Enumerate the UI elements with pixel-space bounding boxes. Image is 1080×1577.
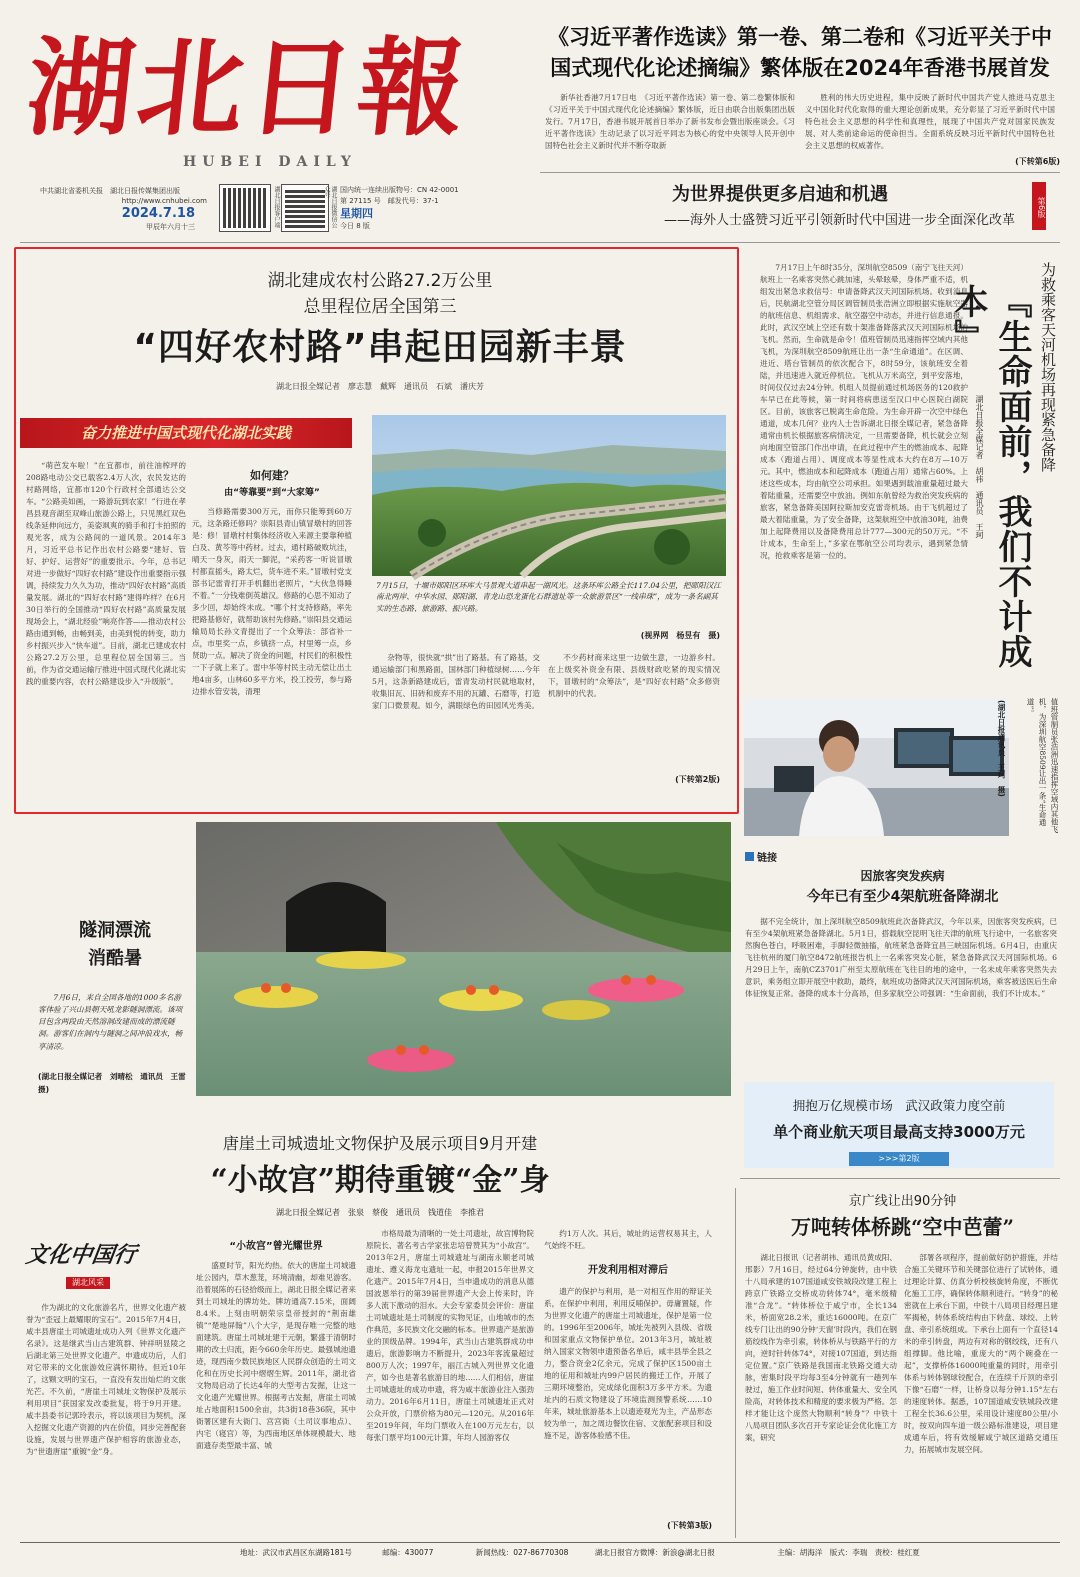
highway-photo-image [372, 415, 726, 576]
lead-body-col1: “萌芭发车啦！”在宜都市，前往油榨坪的208路电动公交已载客2.4万人次，农民发达的村路网络，宜都市120个行政村全部通达公交车。“公路美如画，一路游玩到农家！”行进在孝昌县观音湖至双峰山旅游公路上，只见黑红双色线条延伸向远方，美姿飒爽的骑手和打卡拍照的观光客，成为公路间的一道风景。2014年3月，习近平总书记作出农村公路要“建好、管好、护好、运营好”的重要批示。今年，总书记对进一步做好“四好农村路”建设作出重要指示强调，持续发力久久为功，推动“四好农村路”高质量发展。湖北的“四好农村路”建得咋样？在6月30日举行的全国推动“四好农村路”高质量发展现场会上，“湖北经验”响亮作答——推动农村公路由通到畅，由畅到美，由美到悦的转变，助力乡村振兴步入“快车道”。目前，湖北已建成农村公路27.2万公里，总里程位居全国第三。当前，作为省交通运输厅推进中国式现代化湖北实践的重要内容，农村公路建设步入“升级版”。 [26, 461, 186, 686]
tunnel-photo[interactable] [196, 822, 731, 1096]
tunnel-caption: 7月6日，来自全国各地的1000多名游客体验了兴山县朝天吼龙影隧洞漂流。该项目包含两段由天然溶洞改建而成的漂流隧洞。游客们在洞内与隧洞之间冲浪戏水，畅享清凉。 [38, 993, 183, 1051]
footer [240, 1546, 1040, 1560]
lead-col2-subhead: 由“等靠要”到“大家筹” [224, 488, 320, 498]
tunnel-photo-image [196, 822, 731, 1096]
link-title-1[interactable]: 因旅客突发疾病 [860, 869, 945, 883]
highway-photo-caption: 7月15日，十堰市郧阳区环库大马景观大道串起一湖风光。这条环库公路全长117.04公里，把郧阳汉江南北两岸、中华水园、郧阳湖、青龙山恐龙蛋化石群遗址等一众旅游景区“一线串珠”，成为一条名副其实的生态路、旅游路、振兴路。 [376, 581, 721, 613]
promo-link[interactable]: >>>第2版 [849, 1152, 949, 1166]
palace-headline[interactable]: “小故宫”期待重镀“金”身 [210, 1163, 550, 1198]
lead-body-col2: 当修路需要300万元，而你只能筹到60万元，这条路还修吗？崇阳县青山镇冒墩村的回答是：修！冒墩村村集体经济收入来源主要靠种植白及、黄芩等中药材。过去，通村路破败坑洼，晴天一身灰，雨天一脚泥，“采药客一听说冒墩村都直摇头，路太烂，货车进不来。”冒墩村党支部书记雷青打开手机翻出老照片，“大伙急得睡不着。”一分钱难倒英雄汉。修路的心思不知动了多少回，却始终未成。“哪个村支持修路，率先把路基修好，就帮助该村先修路。”崇阳县交通运输局局长孙文青提出了一个众筹法：部省补一点，市里奖一点，乡镇挤一点，村里筹一点，乡贤助一点。解决了资金的问题，村民们的积极性一下子就上来了。雷中华等村民主动无偿让出土地4亩多，山林60多平方米，投工投劳，参与路边排水管安装，清理 [192, 507, 352, 696]
promo-line-1: 拥抱万亿规模市场 武汉政策力度空前 [792, 1098, 1006, 1113]
palace-body-col2: 盛夏时节，阳光灼热。依大的唐崖土司城遗址公园内，草木葱茏，环境清幽，却难见游客。沿着展陈的石径拾级而上，湖北日报全媒记者来到土司城址的牌坊处。牌坊通高7.15米，面阔8.4米。上刻由明朝荣宗皇帝授封的“荆南雄镇”“楚地屏翰”八个大字，是现存唯一完整的地面建筑。唐崖土司城址建于元朝，繁盛于清朝时期的改土归流，距今660余年历史。最强城池遗迹，现西南少数民族地区人民群众创造的土司文化和在历史长河中熠熠生辉。2011年，湖北省文物局启动了长达4年的大型考古发掘，让这一文化遗产光耀世界。根据考古发掘，唐崖土司城址占地面积1500余亩，共3街18巷36院，其中衙署区建有大衙门、宫宫衙（土司议事地点）、内宅（寝宫）等，为西南地区单体规模最大、地面遗存类型最丰富、城 [196, 1261, 356, 1450]
sub-story-page-tag[interactable]: 第6版 [1032, 182, 1046, 230]
top-story-continue[interactable]: (下转第6版) [1015, 157, 1060, 166]
palace-body-col4-top: 约1万人次。其后，城址的运营权易其主，人气始终不旺。 [544, 1229, 712, 1250]
train-body-col1: 湖北日报讯（记者胡祎、通讯员黄成阳、邢影）7月16日，经过64分钟旋转，由中铁十八局承建的107国道咸安铁城段改建工程上跨京广铁路立交桥成功转体74°，毫米级精准“合龙”。“转体桥位于咸宁市，全长134米，桥面宽28.2米，重达16000吨。在京广线专门让出的90分钟‘天窗’时段内，我们在钢筋绞线作为牵引索，转体桥从与铁路平行的方向，逆时针转体74°，对接107国道，到达指定位置。”京广铁路是我国南北铁路交通大动脉，密集时段平均每3至4分钟就有一趟列车驶过，施工作业时间短、转体重量大、安全风险高，对转体技术和精度的要求极为严格。怎样才能让这个庞然大物顺利“转身”？中铁十八局项目团队多次召开专家论证会优化施工方案，研究 [745, 1253, 897, 1442]
controller-photo-credit: (湖北日报通讯员 王珂 摄) [997, 700, 1006, 797]
palace-byline: 湖北日报全媒记者 张泉 蔡俊 通讯员 钱道佳 李推君 [276, 1208, 484, 1217]
controller-photo-image [744, 698, 1009, 836]
top-story-headline[interactable]: 《习近平著作选读》第一卷、第二卷和《习近平关于中国式现代化论述摘编》繁体版在2024年香港书展首发 [548, 25, 1052, 80]
promo-line-2: 单个商业航天项目最高支持3000万元 [773, 1123, 1025, 1141]
highway-photo-credit: (视界网 杨昱有 摄) [640, 631, 720, 640]
masthead-title: 湖北日報 [21, 25, 475, 150]
link-square-icon [745, 852, 754, 861]
lead-kicker-2: 总里程位居全国第三 [303, 297, 457, 317]
tunnel-credit: (湖北日报全媒记者 刘晴松 通讯员 王雷 摄) [38, 1072, 194, 1094]
masthead-info: 中共湖北省委机关报 湖北日报传媒集团出版 http://www.cnhubei.com 2024.7.18 甲辰年六月十三 [40, 186, 215, 238]
palace-continue[interactable]: (下转第3版) [667, 1521, 712, 1530]
tunnel-title-1[interactable]: 隧洞漂流 [79, 920, 151, 941]
qr-code-app[interactable] [220, 185, 270, 231]
footer-weibo: 湖北日报官方微博：新浪@湖北日报 [594, 1548, 715, 1557]
lead-body-col4: 不少药材商来这里一边做生意，一边游乡村。在上级奖补资金有限、县级财政吃紧的现实情况下，冒墩村的“众筹法”，是“四好农村路”众多修资机制中的代表。 [548, 653, 720, 698]
train-headline[interactable]: 万吨转体桥跳“空中芭蕾” [790, 1215, 1014, 1239]
palace-body-col3: 市格局最为清晰的一处土司遗址，故宫博物院原院长、著名考古学家张忠培曾赞其为“小故宫”。2013年2月，唐崖土司城遗址与湖南永顺老司城遗址、遵义海龙屯遗址一起，申报2015年世界文化遗产。2015年7月4日，当申遗成功的消息从德国波恩举行的第39届世界遗产大会上传来时，许多人流下激动的泪水。大会专家委员会评价：唐崖土司城遗址是土司制度的实物见证，山地城市的杰作典范，多民族文化交融的标本。世界遗产是旅游业的顶级品牌。1994年，武当山古建筑群成功申遗后，旅游影响力不断提升，2023年客流量超过800万人次；1997年，丽江古城入列世界文化遗产，如今也是著名旅游目的地……人们相信，唐崖土司城遗址的成功申遗，将为咸丰旅游业注入强劲动力。2016年6月11日，唐崖土司城遗址正式对公众开放，门票价格为80元—120元。从2016年至2019年间，年均门票收入在100万元左右，以每张门票平均100元计算，年均人园游客仅 [366, 1229, 534, 1442]
qr-label-app: 湖北日报客户端 [273, 186, 280, 228]
lead-headline[interactable]: “四好农村路”串起田园新丰景 [133, 327, 627, 368]
link-title-2[interactable]: 今年已有至少4架航班备降湖北 [806, 889, 999, 905]
palace-col2-head: “小故宫”曾光耀世界 [229, 1241, 323, 1252]
qr-code-wechat[interactable] [282, 185, 328, 231]
promo-box[interactable] [744, 1082, 1054, 1168]
masthead-logo [21, 18, 498, 178]
train-body-col2: 部署各项程序，提前做好防护措施，并结合施工关键环节和关键部位进行了试转体，通过理论计算、仿真分析校核旋转角度，不断优化施工工序，确保转体顺利进行。“转身”的秘密就在上承台下面，中铁十八局项目经理吕建军揭秘，转体系统结构由下转盘、球绞、上转盘、牵引系统组成。下承台上面有一个直径14米的牵引转盘，两边有对称的钢绞线，还有八组撑脚。他比喻，重庞大的“两个碗叠在一起”，支撑桥体16000吨重量的同时，用牵引体系与转体钢球铰配合，在连续千斤顶的牵引下像“石磨”一样，让桥身以每分钟1.15°左右的速度转体。据悉，107国道咸安铁城段改建工程全长36.6公里，采用设计速度80公里/小时，按双向四车道一级公路标准建设，项目建成通车后，将有效缓解咸宁城区道路交通压力，拓展城市发展空间。 [904, 1253, 1058, 1454]
aviation-subheadline: 为救乘客天河机场再现紧急备降 [1039, 262, 1057, 472]
sub-story-headline[interactable]: 为世界提供更多启迪和机遇 [672, 184, 888, 205]
aviation-body: 7月17日上午8时35分，深圳航空8509（南宁飞往天河）航班上一名乘客突然心跳加速，头晕眩晕，身体严重不适，机组发出紧急求救信号：申请备降武汉天河国际机场。收到消息后，民航湖北空管分局区调管制员张浩洲立即根据实施航空器的航班信息、机组需求、航空器空中动态，并进行信息通报。此时，武汉空域上空还有数十架准备降落武汉天河国际机场的飞机。然而，生命就是命令！值班管制员迅速指挥空域内其他飞机，为深圳航空8509航班让出一条“生命通道”。在区调、进近、塔台管制员的依次配合下，8时59分，该航班安全着陆，并迅速进入就近停机位。飞机从万米高空，到平安落地，时间仅仅过去24分钟。机组人员提前通过机场医务的120救护车早已在此等候，第一时间将病患送至汉口中心医院白湖院区。目前，该旅客已脱离生命危险。为生命开辟一次空中绿色通道，成本几何？业内人士告诉湖北日报全媒记者，紧急备降通常由机长根据旅客病情决定，一旦需要备降，机长就会立刻向地面空管部门作出申请，在此过程中产生的燃油成本、起降成本（跑道占用）、调度成本等显性成本大约在8万—10万元。其中，燃油成本和起降成本（跑道占用）通常占60%。上述这些成本，均由航空公司承担。如果遇到载油重量超过最大着陆重量，还需要空中放油。例如东航曾经为救治突发疾病的旅客，紧急备降美国阿拉斯加安克雷奇机场。由于飞机超过了最大着陆重量，为了安全备降，这架航班空中放油30吨，油费加上起降费用以及备降费用总计777—300元的50万元。“不计成本，生命至上，”多家在鄂航空公司均表示，遇到紧急情况，抢救乘客是第一位的。 [760, 263, 968, 560]
palace-body-col4: 遗产的保护与利用，是一对相互作用的辩证关系，在保护中利用，利用反哺保护。毋庸置疑，作为世界文化遗产的唐崖土司城遗址，保护是第一位的。1996年至2006年，城址先被列入县级、省级和国家重点文物保护单位。2013年3月，城址被纳入国家文物领申遗预备名单后，咸丰县举全县之力，整合资金2亿余元，完成了保护区1500亩土地的征用和城址内99户居民的搬迁工作，开展了三期环境整治，完成绿化面积3万多平方米。为遗址内的石质文物建设了环境监测预警系统……10年来，城址旅游基本上以遗迹观光为主，产品形态较为单一，加之周边餐饮住宿、文旅配套项目和设施不足，游客体验感不佳。 [544, 1287, 712, 1440]
lead-col2-head: 如何建？ [250, 469, 294, 482]
lead-byline: 湖北日报全媒记者 廖志慧 戴辉 通讯员 石斌 潘庆芳 [276, 382, 484, 391]
lead-body-col3: 杂物等，很快就“拱”出了路基。有了路基，交通运输部门和黑路面，国林部门种植绿树……今年5月，这条新路建成后，雷青发动村民就地取材，收集旧瓦、旧砖和废弃不用的瓦罐、石磨等，打造家门口微景观。如今，满眼绿色的田园风光秀美。 [372, 653, 540, 710]
link-body: 据不完全统计，加上深圳航空8509航班此次备降武汉，今年以来，因旅客突发疾病，已有至少4架航班紧急备降湖北。5月1日，搭载航空昆明飞往天津的航班飞行途中，一名旅客突然胸色苍白，呼吸困难，手脚轻微抽搐，航班紧急备降宜昌三峡国际机场。6月4日，由重庆飞往杭州的厦门航空8472航班报告机上一名乘客突发心脏，紧急备降武汉天河国际机场。6月29日上午，南航CZ3701广州至太原航班在飞往目的地的途中，一名未成年乘客突然失去意识，乘务组立即开展空中救助，最终，航班成功备降武汉天河国际机场，乘客被送医后生命体征恢复正常。备降的成本十分高昂，但多家航空公司强调：“生命面前，我们不计成本。” [745, 917, 1057, 998]
banner-text: 奋力推进中国式现代化湖北实践 [80, 424, 291, 442]
aviation-headline[interactable]: 『生命面前，我们不计成本』 [948, 284, 1032, 669]
footer-hotline: 新闻热线：027-86770308 [475, 1548, 569, 1557]
footer-editor: 主编：胡海洋 版式：李瑞 责校：桂红夏 [777, 1548, 920, 1557]
issue-date: 2024.7.18 [121, 206, 195, 221]
palace-kicker: 唐崖土司城遗址文物保护及展示项目9月开建 [222, 1134, 538, 1153]
tunnel-title-2[interactable]: 消酷暑 [88, 948, 142, 969]
lead-kicker-1: 湖北建成农村公路27.2万公里 [267, 271, 493, 291]
highway-photo[interactable] [372, 415, 726, 576]
footer-address: 地址：武汉市武昌区东湖路181号 [240, 1548, 352, 1557]
masthead-english: HUBEI DAILY [183, 154, 357, 170]
controller-photo-caption: 值班管制员张浩洲迅速指挥空域内其他飞机，为深圳航空8509让出一条“生命通道”。 [1026, 698, 1059, 833]
issn-info: 国内统一连续出版物号：CN 42-0001 第 27115 号 邮发代号：37-1 星期四 今日 8 版 [340, 185, 510, 237]
palace-col4-head: 开发利用相对滞后 [588, 1265, 668, 1276]
controller-photo[interactable] [744, 698, 1009, 836]
lead-continue[interactable]: (下转第2版) [675, 775, 720, 784]
footer-postcode: 邮编：430077 [382, 1548, 434, 1557]
aviation-byline: 湖北日报全媒记者 胡祎 通讯员 王珂 [975, 395, 984, 539]
lead-section-banner [20, 418, 352, 448]
sub-story-subtitle: ——海外人士盛赞习近平引领新时代中国进一步全面深化改革 [663, 213, 1015, 228]
weekday: 星期四 [340, 207, 373, 220]
train-kicker: 京广线让出90分钟 [848, 1194, 957, 1209]
culture-logo: 文化中国行 湖北风采 [24, 1242, 138, 1287]
link-tag: 链接 [745, 846, 805, 860]
top-story-body-1: 新华社香港7月17日电 《习近平著作选读》第一卷、第二卷繁体版和《习近平关于中国式现代化论述摘编》繁体版，近日由联合出版集团出版发行。7月17日，香港书展开展首日举办了新书发布会暨出版座谈会。《习近平著作选读》生动记录了以习近平同志为核心的党中央领导人民开创中国特色社会主义新时代并不断夺取新 [545, 93, 795, 150]
top-story-body-2: 胜利的伟大历史进程，集中反映了新时代中国共产党人推进马克思主义中国化时代化取得的重大理论创新成果，充分彰显了习近平新时代中国特色社会主义思想的科学性和真理性，展现了中国共产党对国家民族发展、对人类前途命运的使命担当。全面系统反映习近平新时代中国特色社会主义思想的权威著作。 [805, 93, 1055, 150]
qr-label-wechat: 湖北日报微信公众号 [323, 186, 337, 228]
palace-body-col1: 作为湖北的文化旅游名片，世界文化遗产被誉为“歪冠上最耀眼的宝石”。2015年7月4日，咸丰县唐崖土司城遗址成功入列《世界文化遗产名录》。这是继武当山古建筑群、钟祥明显陵之后湖北第三处世界文化遗产。申遗成功后，人们对它带来的文化旅游效应满怀期待。但近10年了，这颗文明的宝石，一直没有发出灿烂的文旅光芒。不久前，“唐崖土司城址文物保护及展示利用项目”获国家发改委批复，将于9月开建。咸丰县委书记郭玲表示，将以该项目为契机，深入挖掘文化遗产资源的内在价值，同步完善配套设施，发展与世界遗产保护相容的旅游业态，为“世遗唐崖”重镀“金”身。 [26, 1303, 186, 1456]
